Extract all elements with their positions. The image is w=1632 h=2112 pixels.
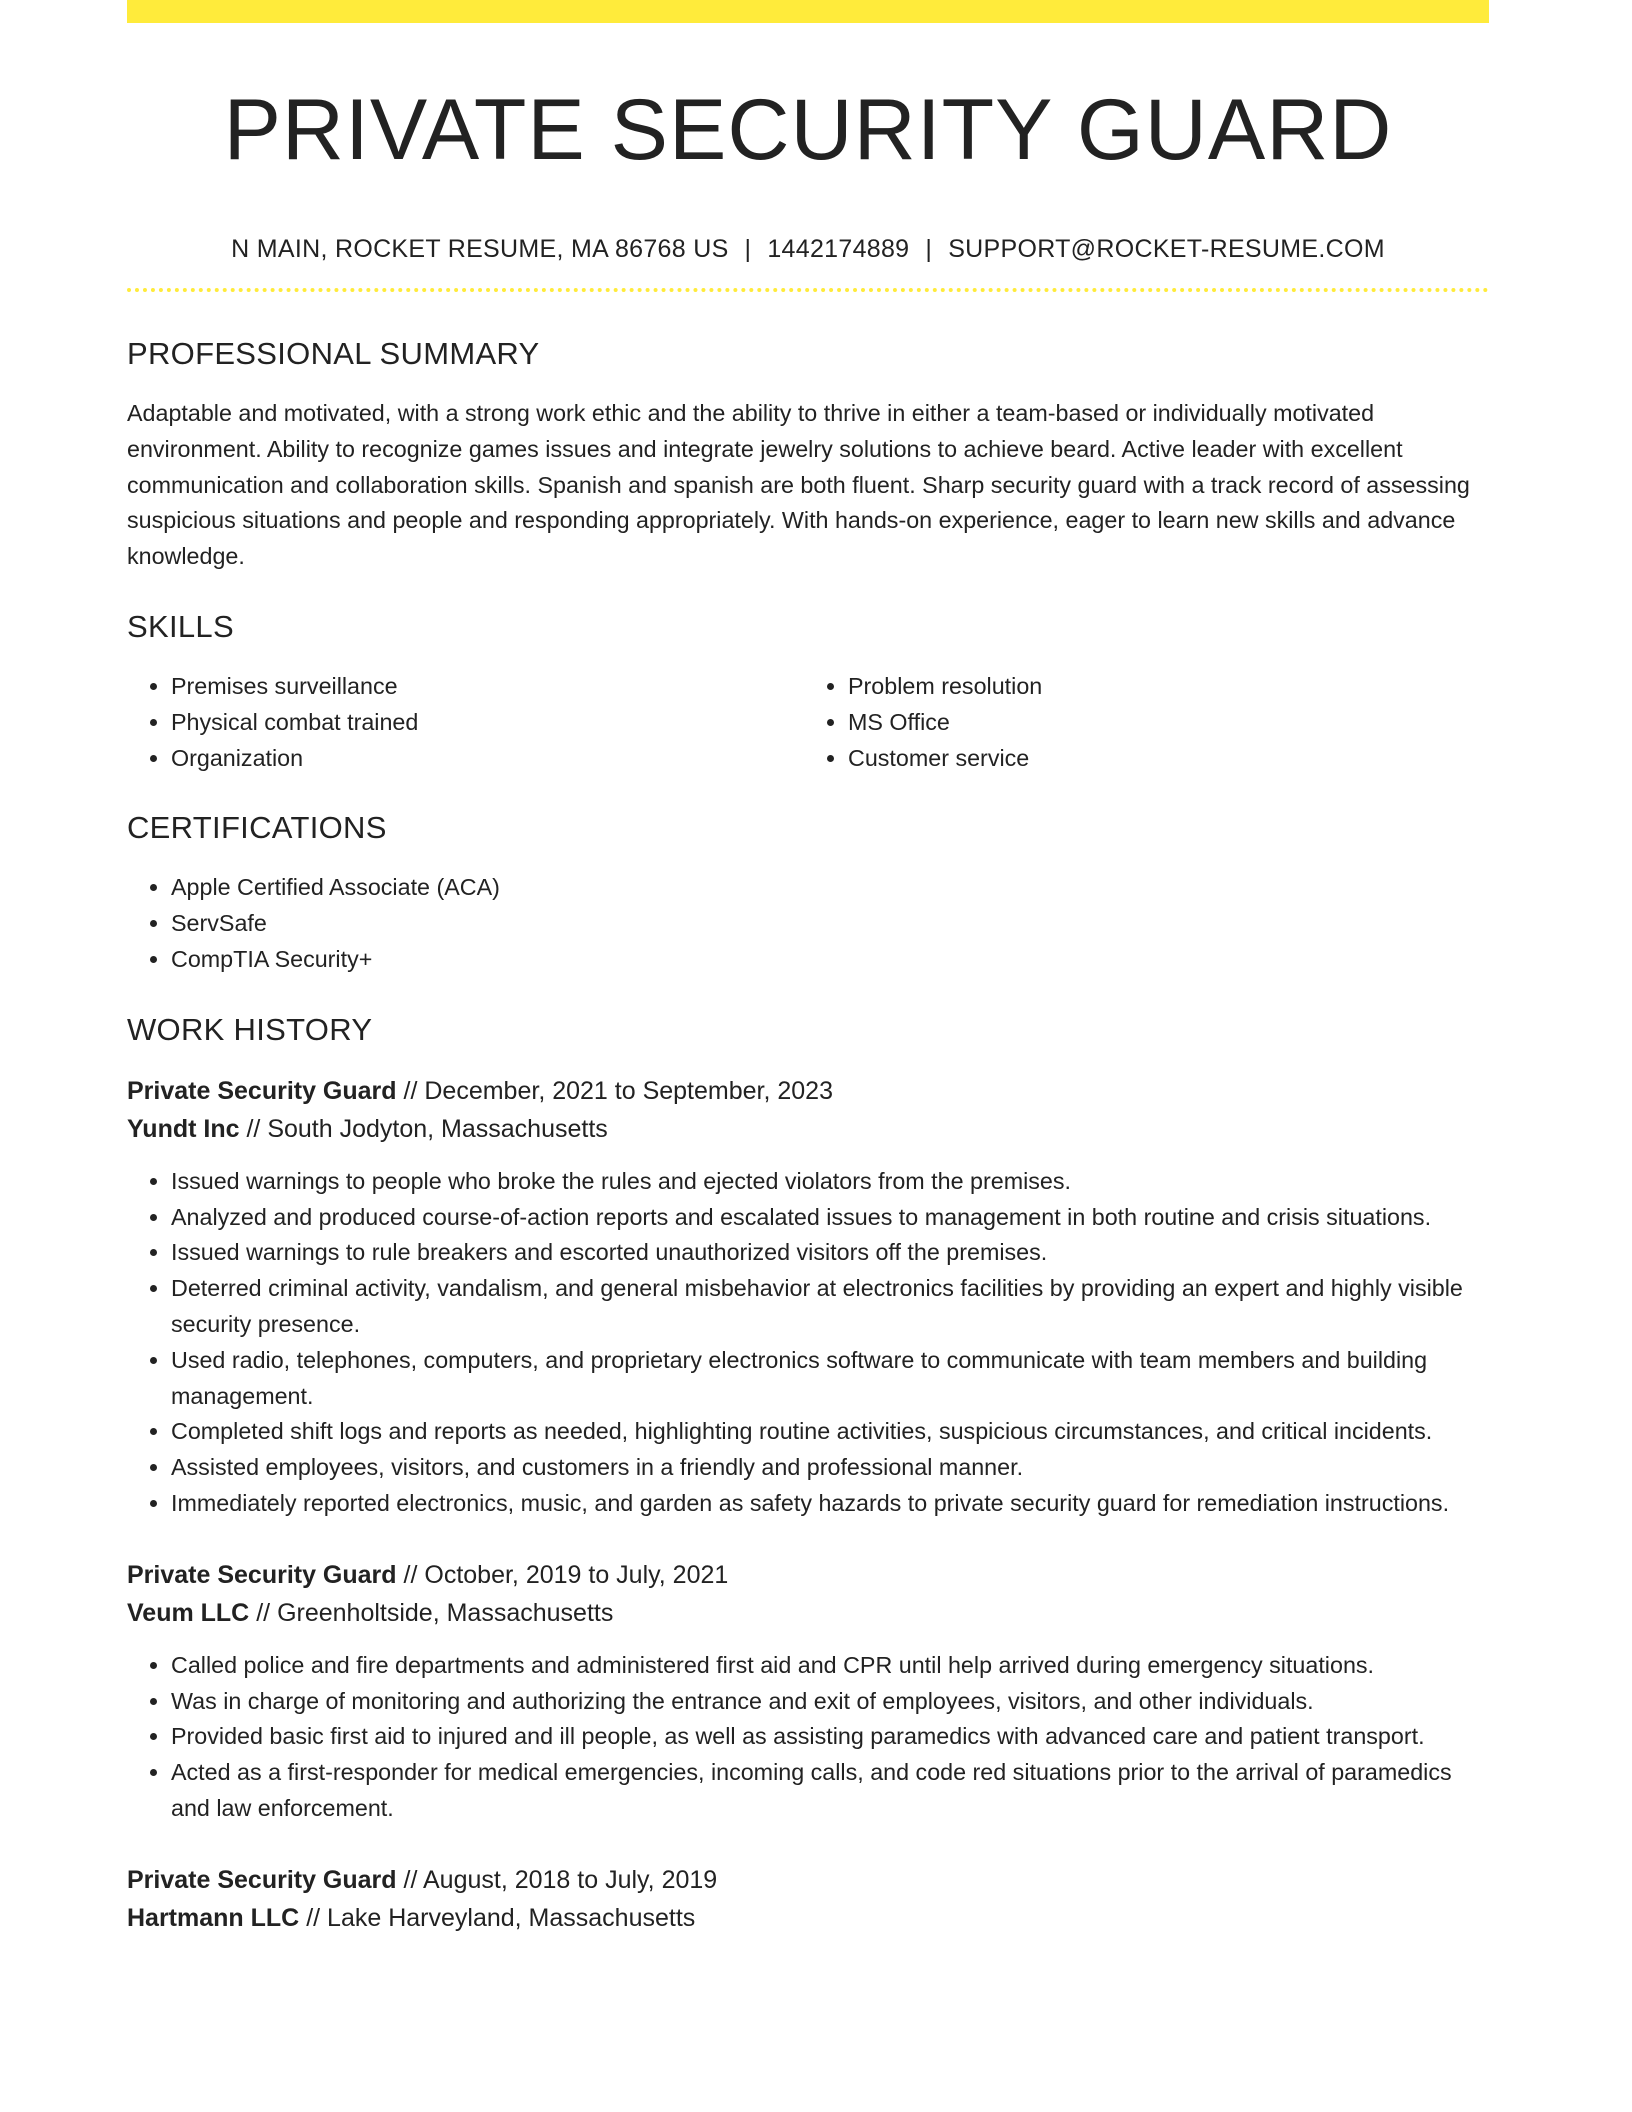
job-company-line <box>127 1899 1489 1937</box>
job-entry <box>127 1861 1489 1937</box>
job-delimiter: // <box>306 1903 321 1932</box>
job-company-line <box>127 1594 1489 1632</box>
work-history-section <box>127 1010 1489 1937</box>
section-heading-work-history: WORK HISTORY <box>127 1011 373 1047</box>
job-dates: August, 2018 to July, 2019 <box>423 1865 718 1894</box>
contact-email: SUPPORT@ROCKET-RESUME.COM <box>948 235 1385 263</box>
skill-item: • Problem resolution <box>848 669 1489 705</box>
job-company-line <box>127 1110 1489 1148</box>
job-bullet: • Assisted employees, visitors, and customers in a friendly and professional manner. <box>171 1450 1489 1486</box>
job-bullet-list <box>127 1648 1489 1827</box>
job-title-line <box>127 1072 1489 1110</box>
job-bullet: • Analyzed and produced course-of-action reports and escalated issues to management in both routine and crisis situations. <box>171 1200 1489 1236</box>
skills-section <box>127 607 1489 776</box>
contact-separator: | <box>744 235 752 263</box>
job-company: Veum LLC <box>127 1598 250 1627</box>
job-company: Hartmann LLC <box>127 1903 300 1932</box>
job-bullet: • Deterred criminal activity, vandalism, and general misbehavior at electronics facilities by providing an expert and highly visible security presence. <box>171 1271 1489 1343</box>
job-bullet: • Acted as a first-responder for medical emergencies, incoming calls, and code red situations prior to the arrival of paramedics and law enforcement. <box>171 1755 1489 1827</box>
certifications-section <box>127 808 1489 977</box>
job-delimiter: // <box>403 1560 418 1589</box>
job-bullet: • Called police and fire departments and administered first aid and CPR until help arrived during emergency situations. <box>171 1648 1489 1684</box>
certification-item: • ServSafe <box>171 906 1489 942</box>
job-entry <box>127 1072 1489 1522</box>
job-bullet-list <box>127 1164 1489 1522</box>
summary-text: Adaptable and motivated, with a strong work ethic and the ability to thrive in either a team-based or individually motivated environment. Ability to recognize games issues and integrate jewelry solutions to achieve beard. Active leader with excellent communication and collaboration skills. Spanish and spanish are both fluent. Sharp security guard with a track record of assessing suspicious situations and people and responding appropriately. With hands-on experience, eager to learn new skills and advance knowledge. <box>127 400 1470 570</box>
section-heading-skills: SKILLS <box>127 608 234 644</box>
job-delimiter: // <box>256 1598 271 1627</box>
contact-phone: 1442174889 <box>767 235 910 263</box>
skill-item: • Organization <box>171 741 808 777</box>
job-company: Yundt Inc <box>127 1114 240 1143</box>
contact-separator: | <box>925 235 933 263</box>
skill-item: • Physical combat trained <box>171 705 808 741</box>
job-bullet: • Issued warnings to rule breakers and escorted unauthorized visitors off the premises. <box>171 1235 1489 1271</box>
contact-address: N MAIN, ROCKET RESUME, MA 86768 US <box>231 235 729 263</box>
skill-item: • Premises surveillance <box>171 669 808 705</box>
skill-item: • Customer service <box>848 741 1489 777</box>
job-dates: December, 2021 to September, 2023 <box>424 1076 833 1105</box>
professional-summary-section <box>127 334 1489 575</box>
job-title: Private Security Guard <box>127 1865 397 1894</box>
job-title-line <box>127 1556 1489 1594</box>
job-title: Private Security Guard <box>127 1560 397 1589</box>
skills-list-left <box>127 669 808 776</box>
job-delimiter: // <box>246 1114 261 1143</box>
job-bullet: • Issued warnings to people who broke the rules and ejected violators from the premises. <box>171 1164 1489 1200</box>
certification-item: • Apple Certified Associate (ACA) <box>171 870 1489 906</box>
section-heading-summary: PROFESSIONAL SUMMARY <box>127 336 540 371</box>
job-location: Greenholtside, Massachusetts <box>277 1598 614 1627</box>
job-bullet: • Was in charge of monitoring and authorizing the entrance and exit of employees, visitors, and other individuals. <box>171 1684 1489 1720</box>
job-bullet: • Provided basic first aid to injured and ill people, as well as assisting paramedics with advanced care and patient transport. <box>171 1719 1489 1755</box>
resume-name: PRIVATE SECURITY GUARD <box>223 82 1393 178</box>
certification-item: • CompTIA Security+ <box>171 942 1489 978</box>
section-heading-certifications: CERTIFICATIONS <box>127 810 387 846</box>
job-dates: October, 2019 to July, 2021 <box>424 1560 729 1589</box>
certifications-list <box>127 870 1489 977</box>
job-bullet: • Immediately reported electronics, music, and garden as safety hazards to private security guard for remediation instructions. <box>171 1486 1489 1522</box>
job-title: Private Security Guard <box>127 1076 397 1105</box>
job-entry <box>127 1556 1489 1827</box>
skills-columns <box>127 669 1489 776</box>
job-bullet: • Used radio, telephones, computers, and proprietary electronics software to communicate with team members and building management. <box>171 1343 1489 1415</box>
dotted-divider <box>127 288 1489 292</box>
job-location: Lake Harveyland, Massachusetts <box>327 1903 696 1932</box>
skills-list-right <box>808 669 1489 776</box>
job-delimiter: // <box>403 1076 418 1105</box>
contact-line <box>127 234 1489 264</box>
job-delimiter: // <box>403 1865 418 1894</box>
resume-content <box>127 0 1489 1937</box>
job-location: South Jodyton, Massachusetts <box>267 1114 608 1143</box>
skill-item: • MS Office <box>848 705 1489 741</box>
job-bullet: • Completed shift logs and reports as needed, highlighting routine activities, suspicious circumstances, and critical incidents. <box>171 1414 1489 1450</box>
job-title-line <box>127 1861 1489 1899</box>
